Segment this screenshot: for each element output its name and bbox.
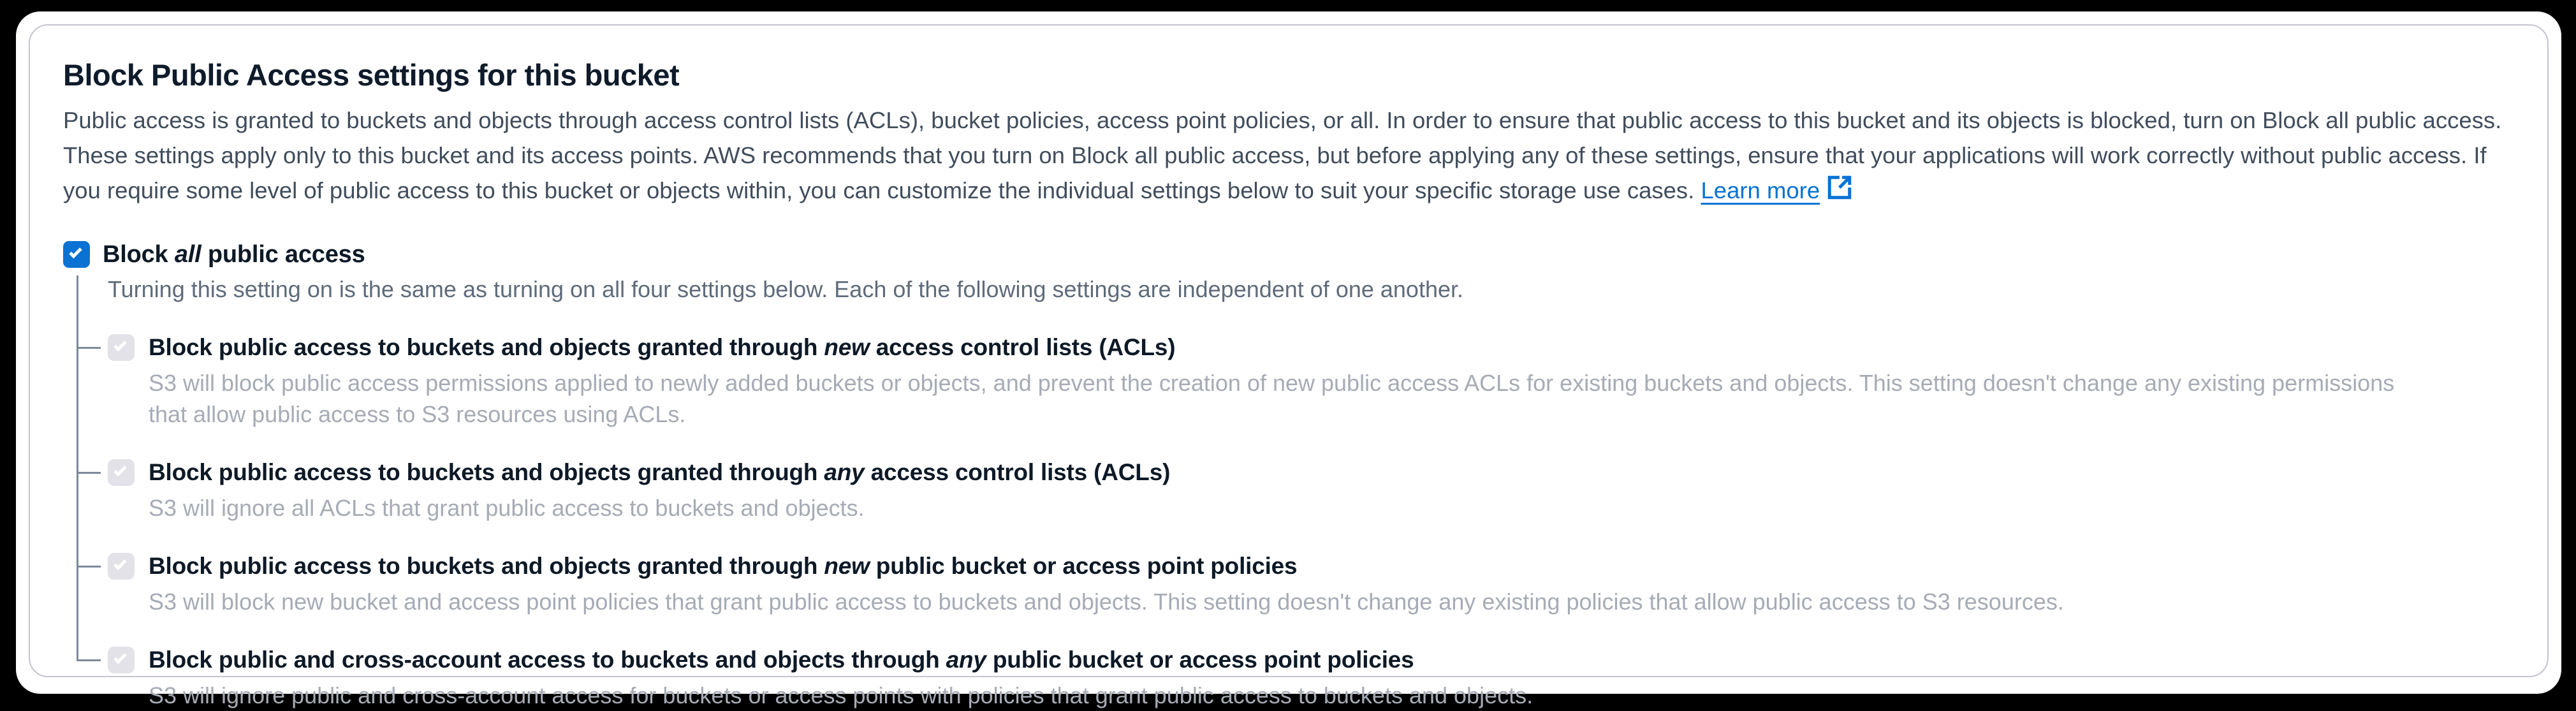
block-all-description: Turning this setting on is the same as turning on all four settings below. Each of the following settings are independent of one another. bbox=[77, 269, 2514, 305]
sub-setting-row bbox=[108, 552, 2514, 581]
block-all-public-access-label: Block all public access bbox=[103, 241, 365, 268]
sub-setting-row bbox=[108, 333, 2514, 362]
sub-setting-any-policies bbox=[77, 617, 2514, 711]
sub-setting-row bbox=[108, 645, 2514, 675]
external-link-icon[interactable] bbox=[1826, 174, 1853, 210]
block-all-public-access-checkbox[interactable] bbox=[63, 241, 90, 268]
block-new-acls-checkbox bbox=[108, 334, 135, 361]
block-new-policies-checkbox bbox=[108, 553, 135, 580]
block-all-public-access-row bbox=[63, 240, 2514, 269]
block-new-acls-description: S3 will block public access permissions applied to newly added buckets or objects, and prevent the creation of new public access ACLs for existing buckets and objects. This setting doesn't change any existing permissions that allow public access to S3 resources using ACLs. bbox=[149, 370, 2395, 427]
block-any-acls-label: Block public access to buckets and objects granted through any access control lists (ACLs) bbox=[149, 459, 1171, 485]
sub-setting-new-policies bbox=[77, 524, 2514, 617]
block-any-policies-label: Block public and cross-account access to buckets and objects through any public bucket or access point policies bbox=[149, 647, 1414, 673]
checkmark-icon bbox=[113, 557, 127, 571]
checkmark-icon bbox=[113, 464, 127, 477]
block-any-acls-checkbox bbox=[108, 459, 135, 486]
block-any-policies-description: S3 will ignore public and cross-account access for buckets or access points with policies that grant public access to buckets and objects. bbox=[149, 682, 1533, 708]
sub-settings-tree bbox=[77, 269, 2514, 711]
sub-setting-new-acls bbox=[77, 305, 2514, 430]
panel-description-text: Public access is granted to buckets and objects through access control lists (ACLs), bucket policies, access point policies, or all. In order to ensure that public access to this bucket and its objects is blocked, turn on Block all public access. These settings apply only to this bucket and its access points. AWS recommends that you turn on Block all public access, but before applying any of these settings, ensure that your applications will work correctly without public access. If you require some level of public access to this bucket or objects within, you can customize the individual settings below to suit your specific storage use cases. bbox=[63, 107, 2502, 203]
block-new-policies-description: S3 will block new bucket and access point policies that grant public access to buckets and objects. This setting doesn't change any existing policies that allow public access to S3 resources. bbox=[149, 589, 2064, 615]
block-new-policies-label: Block public access to buckets and objects granted through new public bucket or access point policies bbox=[149, 553, 1298, 579]
sub-setting-row bbox=[108, 458, 2514, 487]
learn-more-link[interactable]: Learn more bbox=[1701, 177, 1820, 203]
sub-setting-any-acls bbox=[77, 430, 2514, 524]
block-public-access-group bbox=[63, 240, 2514, 711]
checkmark-icon bbox=[69, 246, 82, 259]
checkmark-icon bbox=[113, 339, 127, 352]
panel-description bbox=[63, 103, 2509, 210]
panel-title: Block Public Access settings for this bucket bbox=[63, 58, 680, 92]
block-any-policies-checkbox bbox=[108, 647, 135, 673]
block-public-access-panel bbox=[29, 24, 2549, 708]
block-new-acls-label: Block public access to buckets and objects granted through new access control lists (ACLs) bbox=[149, 334, 1176, 360]
block-any-acls-description: S3 will ignore all ACLs that grant public access to buckets and objects. bbox=[149, 495, 865, 521]
checkmark-icon bbox=[113, 651, 127, 664]
page-card bbox=[16, 11, 2561, 708]
